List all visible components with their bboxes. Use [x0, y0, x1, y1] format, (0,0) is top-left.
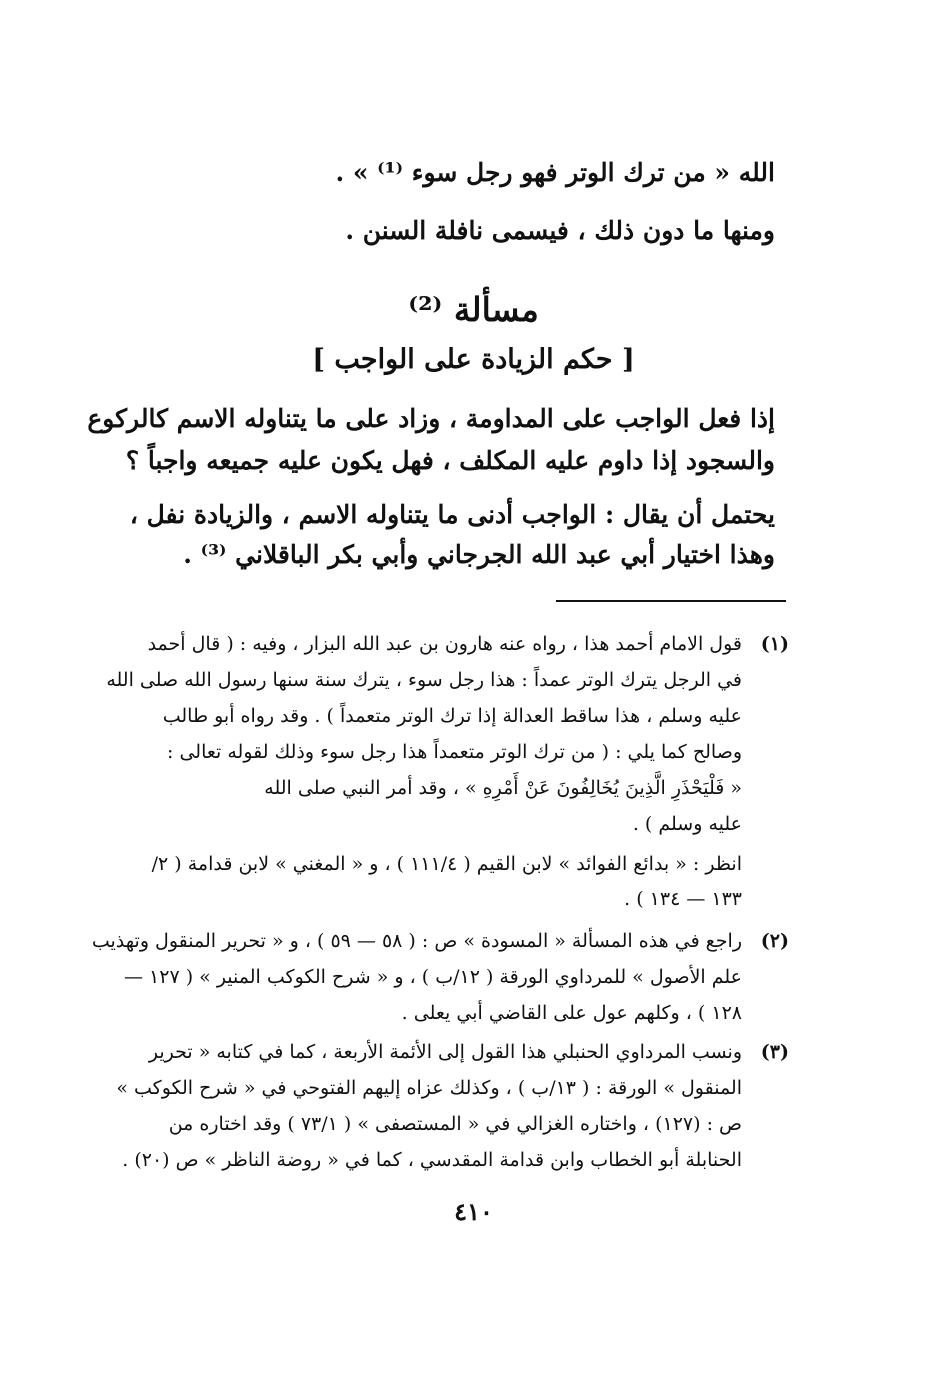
footnote-line: المنقول » الورقة : ( ١٣/ب ) ، وكذلك عزاه إليهم الفتوحي في « شرح الكوكب »: [116, 1077, 742, 1099]
section-subheading: [ حكم الزيادة على الواجب ]: [312, 344, 635, 375]
footnote-line: ١٣٣ — ١٣٤ ) .: [624, 888, 742, 910]
footnote-line: ١٢٨ ) ، وكلهم عول على القاضي أبي يعلى .: [401, 1002, 742, 1024]
footnote-number: (٢): [760, 930, 789, 952]
section-heading: مسألة ⁽²⁾: [408, 290, 539, 329]
footnote-line: ونسب المرداوي الحنبلي هذا القول إلى الأئمة الأربعة ، كما في كتابه « تحرير: [148, 1041, 742, 1063]
body-line: ومنها ما دون ذلك ، فيسمى نافلة السنن .: [345, 216, 775, 245]
body-line: الله « من ترك الوتر فهو رجل سوء ⁽¹⁾ » .: [335, 158, 775, 187]
paragraph-line: والسجود إذا داوم عليه المكلف ، فهل يكون عليه جميعه واجباً ؟: [125, 446, 775, 475]
footnote-line: في الرجل يترك الوتر عمداً : هذا رجل سوء ، يترك سنة سنها رسول الله صلى الله: [106, 669, 742, 691]
paragraph-line: يحتمل أن يقال : الواجب أدنى ما يتناوله الاسم ، والزيادة نفل ،: [129, 500, 775, 529]
page-number: ٤١٠: [454, 1197, 493, 1226]
footnote-line: راجع في هذه المسألة « المسودة » ص : ( ٥٨ — ٥٩ ) ، و « تحرير المنقول وتهذيب: [91, 930, 742, 952]
footnote-line: ص : (١٢٧) ، واختاره الغزالي في « المستصفى » ( ٧٣/١ ) وقد اختاره من: [168, 1113, 742, 1135]
footnote-separator: [556, 600, 786, 602]
footnote-line: عليه وسلم ، هذا ساقط العدالة إذا ترك الوتر متعمداً ) . وقد رواه أبو طالب: [162, 705, 742, 727]
paragraph-line: إذا فعل الواجب على المداومة ، وزاد على ما يتناوله الاسم كالركوع: [87, 404, 775, 433]
footnote-line: انظر : « بدائع الفوائد » لابن القيم ( ١١١/٤ ) ، و « المغني » لابن قدامة ( ٢/: [151, 853, 742, 875]
paragraph-line: وهذا اختيار أبي عبد الله الجرجاني وأبي بكر الباقلاني ⁽³⁾ .: [183, 540, 775, 569]
footnote-line: عليه وسلم ) .: [632, 813, 742, 835]
footnote-number: (٣): [760, 1041, 789, 1063]
footnote-line: وصالح كما يلي : ( من ترك الوتر متعمداً هذا رجل سوء وذلك لقوله تعالى :: [167, 741, 742, 763]
footnote-line: « فَلْيَحْذَرِ الَّذِينَ يُخَالِفُونَ عَنْ أَمْرِهِ » ، وقد أمر النبي صلى الله: [264, 777, 742, 799]
footnote-number: (١): [760, 633, 789, 655]
footnote-line: علم الأصول » للمرداوي الورقة ( ١٢/ب ) ، و « شرح الكوكب المنير » ( ١٢٧ —: [124, 966, 742, 988]
footnote-line: قول الامام أحمد هذا ، رواه عنه هارون بن عبد الله البزار ، وفيه : ( قال أحمد: [147, 633, 742, 655]
footnote-line: الحنابلة أبو الخطاب وابن قدامة المقدسي ، كما في « روضة الناظر » ص (٢٠) .: [122, 1149, 742, 1171]
